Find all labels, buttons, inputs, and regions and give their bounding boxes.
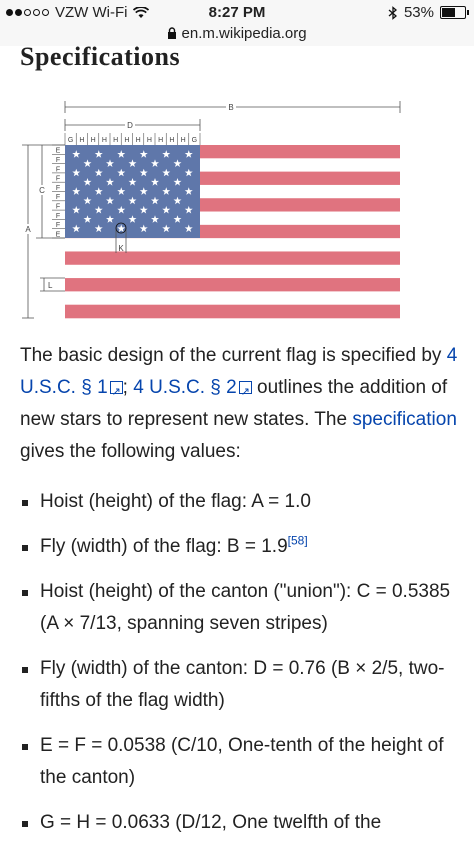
usc-2-link[interactable]: 4 U.S.C. § 2 [133, 377, 237, 398]
list-item-text: Hoist (height) of the canton ("union"): C = 0.5385 (A × 7/13, spanning seven stripes) [40, 581, 451, 634]
list-item-text: Hoist (height) of the flag: A = 1.0 [40, 491, 311, 512]
list-item [20, 807, 460, 839]
dimension-label-h: H [90, 137, 96, 144]
list-item [20, 486, 460, 518]
dimension-label-k: K [118, 244, 124, 253]
dimension-label-f: F [55, 194, 61, 202]
dimension-label-h: H [113, 137, 119, 144]
section-title: Specifications [20, 42, 181, 71]
paragraph-text: gives the following values: [20, 441, 241, 462]
dimension-label-e: E [55, 231, 61, 239]
flag-stripe [65, 238, 400, 252]
dimension-label-f: F [55, 212, 61, 220]
url-text: en.m.wikipedia.org [181, 24, 307, 42]
dimension-label-h: H [101, 137, 107, 144]
external-link-icon [239, 381, 252, 394]
dimension-label-f: F [55, 156, 61, 164]
carrier-label: VZW Wi-Fi [55, 4, 128, 21]
list-item [20, 531, 460, 563]
lock-icon [167, 27, 177, 39]
battery-percent: 53% [403, 4, 434, 21]
dimension-label-g: G [67, 137, 74, 144]
specification-link[interactable]: specification [352, 409, 457, 430]
list-item-text: Fly (width) of the canton: D = 0.76 (B × 2/5, two-fifths of the flag width) [40, 658, 445, 711]
flag-stripe [65, 278, 400, 292]
flag-stripe [65, 251, 400, 265]
list-item-text: Fly (width) of the flag: B = 1.9 [40, 536, 288, 557]
dimension-label-h: H [146, 137, 152, 144]
status-bar [0, 0, 474, 24]
flag-stripe [65, 305, 400, 319]
article-content [20, 340, 460, 852]
dimension-label-f: F [55, 222, 61, 230]
dimension-column-e-f [52, 145, 65, 238]
list-item-text: E = F = 0.0538 (C/10, One-tenth of the height of the canton) [40, 735, 444, 788]
list-item [20, 653, 460, 717]
external-link-icon [110, 381, 123, 394]
status-right [388, 4, 466, 21]
bluetooth-icon [388, 6, 398, 20]
list-item-text: G = H = 0.0633 (D/12, One twelfth of the [40, 812, 382, 833]
dimension-row-g-h [65, 133, 200, 145]
dimension-label-d: D [127, 121, 133, 130]
dimension-label-h: H [79, 137, 85, 144]
dimension-label-l: L [48, 281, 53, 290]
paragraph-text: outlines the addition of new stars to represent new states. The [20, 377, 448, 430]
dimension-label-b: B [228, 103, 234, 112]
dimension-label-h: H [169, 137, 175, 144]
dimension-label-c: C [39, 186, 45, 195]
paragraph-text: ; [122, 377, 134, 398]
list-item [20, 576, 460, 640]
usc-1-link[interactable]: 4 U.S.C. § 1 [20, 345, 458, 398]
paragraph-text: The basic design of the current flag is specified by [20, 345, 447, 366]
reference-link[interactable]: [58] [287, 533, 308, 548]
dimension-label-g: G [191, 137, 198, 144]
dimension-label-h: H [135, 137, 141, 144]
battery-icon [440, 6, 466, 19]
dimension-label-h: H [158, 137, 164, 144]
spec-paragraph [20, 340, 460, 468]
dimension-label-a: A [25, 225, 31, 234]
dimension-label-f: F [55, 166, 61, 174]
clock: 8:27 PM [208, 4, 266, 21]
dimension-label-f: F [55, 203, 61, 211]
flag-stripe [65, 265, 400, 279]
dimension-label-f: F [55, 175, 61, 183]
flag-stripe [65, 291, 400, 305]
dimension-label-h: H [180, 137, 186, 144]
dimension-label-f: F [55, 184, 61, 192]
list-item [20, 730, 460, 794]
dimension-label-h: H [124, 137, 130, 144]
spec-values-list [20, 486, 460, 839]
dimension-label-e: E [55, 147, 61, 155]
flag-canton [65, 145, 200, 238]
flag-specification-diagram [20, 95, 405, 320]
